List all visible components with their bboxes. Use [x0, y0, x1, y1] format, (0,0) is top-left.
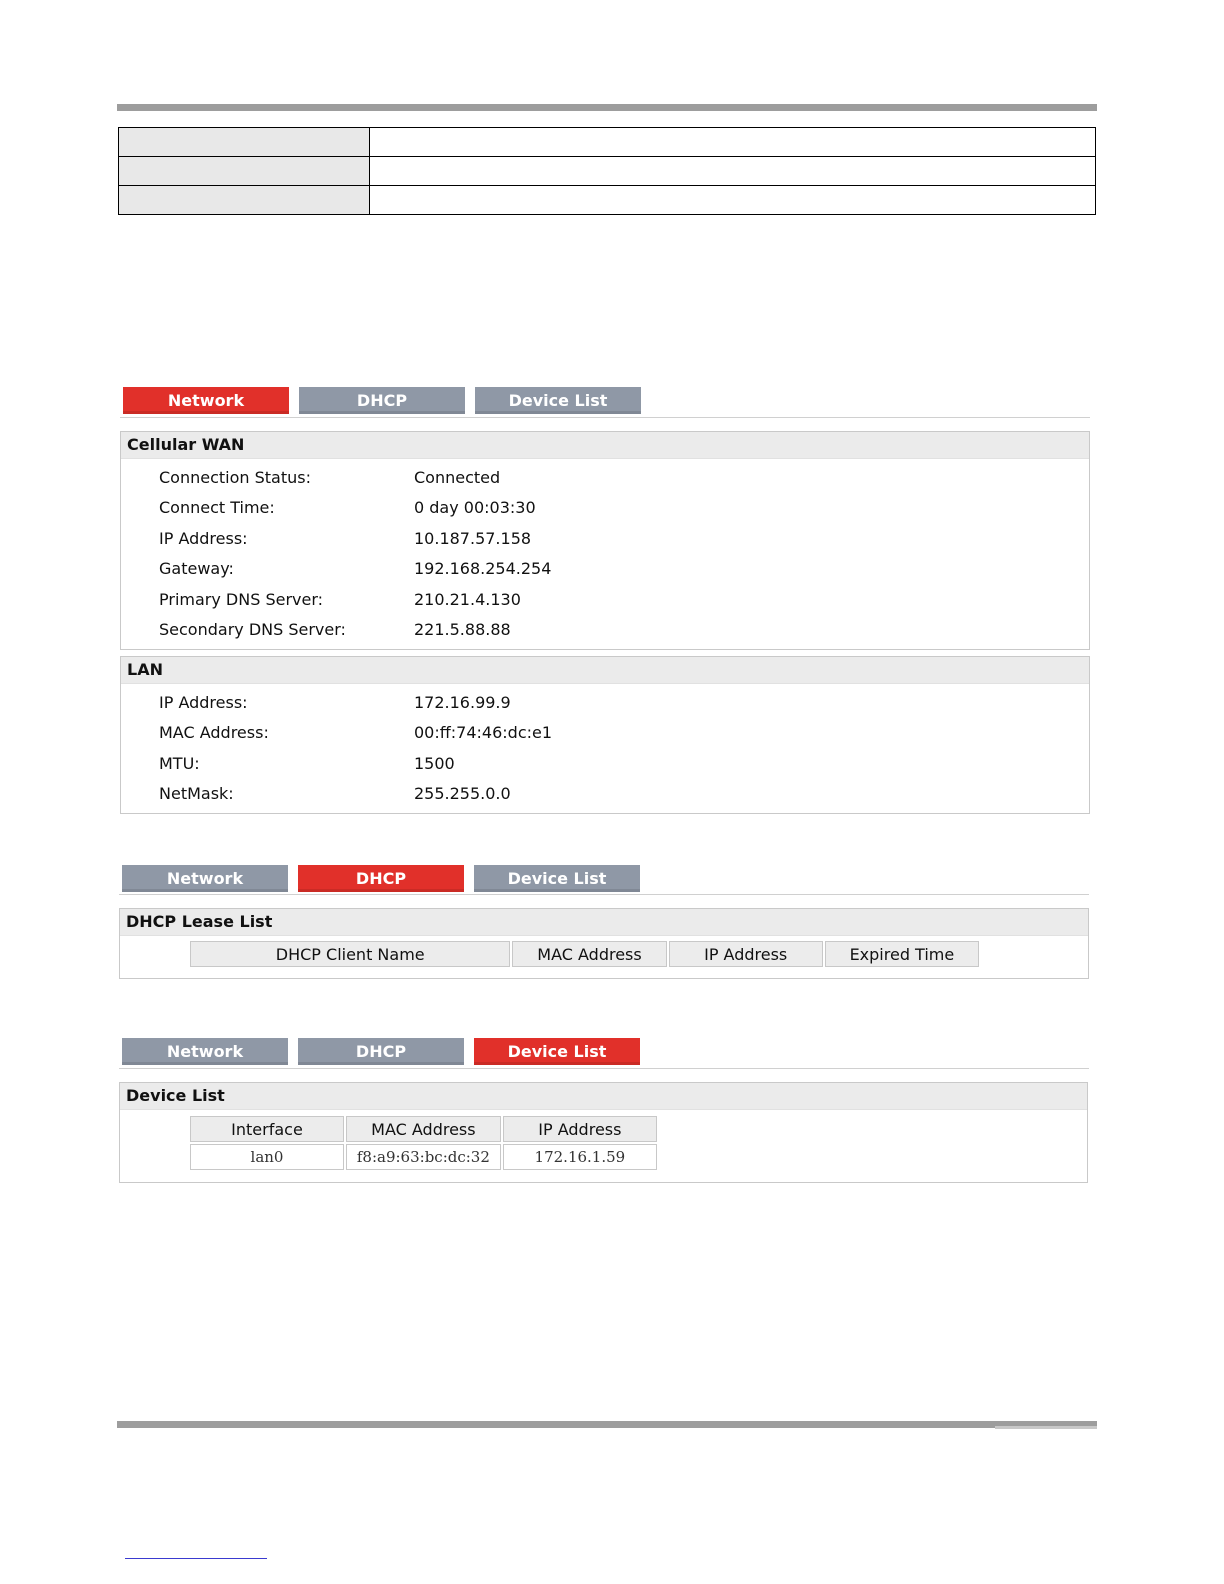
table-header-row: [190, 941, 979, 967]
footer-rule-accent: [995, 1426, 1097, 1429]
tab-divider: [119, 894, 1089, 895]
lan-panel: [120, 656, 1090, 814]
field-label: Primary DNS Server:: [159, 590, 324, 609]
mac-cell: f8:a9:63:bc:dc:32: [346, 1144, 501, 1170]
table-row: [119, 128, 1096, 157]
tab-device-list[interactable]: Device List: [475, 387, 641, 414]
cellular-wan-panel: [120, 431, 1090, 650]
tab-divider: [120, 417, 1090, 418]
header-rule: [117, 104, 1097, 111]
tab-network[interactable]: Network: [122, 865, 288, 892]
field-label: IP Address:: [159, 693, 248, 712]
table-row: [119, 157, 1096, 186]
document-table: [118, 127, 1096, 215]
footer-link-underline: [125, 1558, 267, 1559]
panel-title: LAN: [121, 657, 1089, 684]
column-header: IP Address: [503, 1116, 657, 1142]
dhcp-lease-table: [188, 939, 981, 969]
field-value: 0 day 00:03:30: [414, 498, 536, 517]
tab-dhcp[interactable]: DHCP: [298, 1038, 464, 1065]
tab-network[interactable]: Network: [123, 387, 289, 414]
tab-device-list[interactable]: Device List: [474, 1038, 640, 1065]
table-row: [190, 1144, 657, 1170]
field-label: MTU:: [159, 754, 200, 773]
table-header-row: [190, 1116, 657, 1142]
field-value: 255.255.0.0: [414, 784, 511, 803]
field-value: 172.16.99.9: [414, 693, 511, 712]
device-list-table: [188, 1114, 659, 1172]
column-header: Expired Time: [825, 941, 979, 967]
column-header: MAC Address: [512, 941, 666, 967]
column-header: Interface: [190, 1116, 344, 1142]
field-label: MAC Address:: [159, 723, 269, 742]
column-header: DHCP Client Name: [190, 941, 510, 967]
field-value: 221.5.88.88: [414, 620, 511, 639]
field-value: Connected: [414, 468, 501, 487]
field-label: Connection Status:: [159, 468, 311, 487]
interface-cell: lan0: [190, 1144, 344, 1170]
field-value: 192.168.254.254: [414, 559, 552, 578]
field-value: 210.21.4.130: [414, 590, 521, 609]
table-row: [119, 186, 1096, 215]
field-label: Gateway:: [159, 559, 234, 578]
tab-device-list[interactable]: Device List: [474, 865, 640, 892]
tab-dhcp[interactable]: DHCP: [299, 387, 465, 414]
field-value: 1500: [414, 754, 455, 773]
panel-title: DHCP Lease List: [120, 909, 1088, 936]
tab-network[interactable]: Network: [122, 1038, 288, 1065]
ip-cell: 172.16.1.59: [503, 1144, 657, 1170]
field-label: NetMask:: [159, 784, 234, 803]
field-label: IP Address:: [159, 529, 248, 548]
tab-dhcp[interactable]: DHCP: [298, 865, 464, 892]
panel-title: Device List: [120, 1083, 1087, 1110]
column-header: MAC Address: [346, 1116, 501, 1142]
panel-title: Cellular WAN: [121, 432, 1089, 459]
footer-rule: [117, 1421, 1097, 1428]
field-label: Connect Time:: [159, 498, 275, 517]
tab-divider: [119, 1068, 1089, 1069]
field-label: Secondary DNS Server:: [159, 620, 346, 639]
field-value: 00:ff:74:46:dc:e1: [414, 723, 553, 742]
field-value: 10.187.57.158: [414, 529, 532, 548]
column-header: IP Address: [669, 941, 823, 967]
